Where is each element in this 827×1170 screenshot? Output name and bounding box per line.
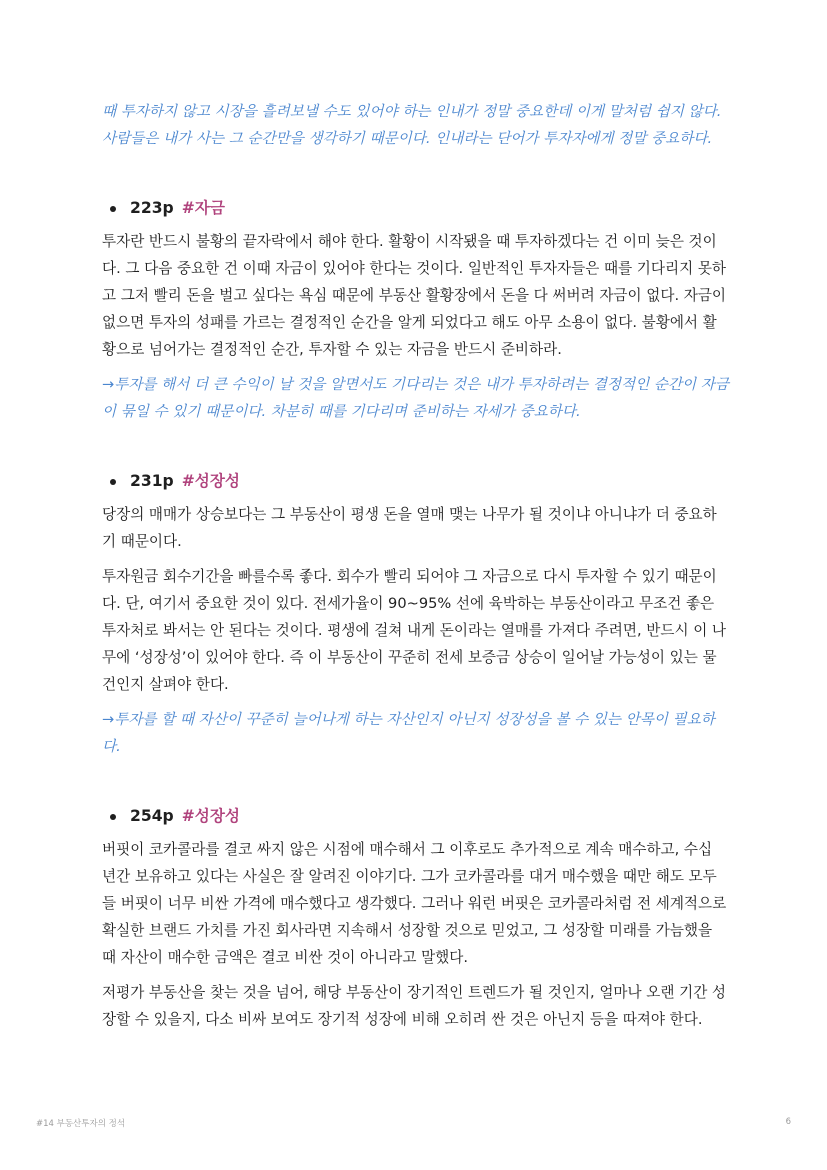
section-heading	[102, 467, 730, 495]
bullet-icon	[110, 206, 116, 212]
page-ref: 223p	[130, 199, 174, 217]
page-ref: 231p	[130, 472, 174, 490]
paragraph: 저평가 부동산을 찾는 것을 넘어, 해당 부동산이 장기적인 트렌드가 될 것인지, 얼마나 오랜 기간 성장할 수 있을지, 다소 비싸 보여도 장기적 성장에 비해 오히려 싼 것은 아닌지 등을 따져야 한다.	[102, 984, 727, 1028]
section-231p	[102, 467, 730, 760]
comment-note: →투자를 할 때 자산이 꾸준히 늘어나게 하는 자산인지 아닌지 성장성을 볼 수 있는 안목이 필요하다.	[102, 711, 715, 755]
section-223p	[102, 194, 730, 425]
hashtag: #성장성	[181, 472, 240, 490]
hashtag: #자금	[181, 199, 225, 217]
section-heading	[102, 802, 730, 830]
comment-note: →투자를 해서 더 큰 수익이 날 것을 알면서도 기다리는 것은 내가 투자하려는 결정적인 순간이 자금이 묶일 수 있기 때문이다. 차분히 때를 기다리며 준비하는 자세가 중요하다.	[102, 376, 729, 420]
paragraph: 당장의 매매가 상승보다는 그 부동산이 평생 돈을 열매 맺는 나무가 될 것이냐 아니냐가 더 중요하기 때문이다.	[102, 506, 717, 550]
page-number: 6	[785, 1117, 791, 1127]
paragraph: 투자원금 회수기간을 빠를수록 좋다. 회수가 빨리 되어야 그 자금으로 다시 투자할 수 있기 때문이다. 단, 여기서 중요한 것이 있다. 전세가율이 90~95% 선에 육박하는 부동산이라고 무조건 좋은 투자처로 봐서는 안 된다는 것이다. 평생에 걸쳐 내게 돈이라는 열매를 가져다 주려면, 반드시 이 나무에 ‘성장성’이 있어야 한다. 즉 이 부동산이 꾸준히 전세 보증금 상승이 일어날 가능성이 있는 물건인지 살펴야 한다.	[102, 568, 727, 693]
paragraph: 버핏이 코카콜라를 결코 싸지 않은 시점에 매수해서 그 이후로도 추가적으로 계속 매수하고, 수십 년간 보유하고 있다는 사실은 잘 알려진 이야기다. 그가 코카콜라를 대거 매수했을 때만 해도 모두들 버핏이 너무 비싼 가격에 매수했다고 생각했다. 그러나 워런 버핏은 코카콜라처럼 전 세계적으로 확실한 브랜드 가치를 가진 회사라면 지속해서 성장할 것으로 믿었고, 그 성장할 미래를 가늠했을 때 자산이 매수한 금액은 결코 비싼 것이 아니라고 말했다.	[102, 841, 727, 966]
section-heading	[102, 194, 730, 222]
hashtag: #성장성	[181, 807, 240, 825]
footer-title: #14 부동산투자의 정석	[36, 1119, 126, 1129]
page-ref: 254p	[130, 807, 174, 825]
paragraph: 투자란 반드시 불황의 끝자락에서 해야 한다. 활황이 시작됐을 때 투자하겠다는 건 이미 늦은 것이다. 그 다음 중요한 건 이때 자금이 있어야 한다는 것이다. 일반적인 투자자들은 때를 기다리지 못하고 그저 빨리 돈을 벌고 싶다는 욕심 때문에 부동산 활황장에서 돈을 다 써버려 자금이 없다. 자금이 없으면 투자의 성패를 가르는 결정적인 순간을 알게 되었다고 해도 아무 소용이 없다. 불황에서 활황으로 넘어가는 결정적인 순간, 투자할 수 있는 자금을 반드시 준비하라.	[102, 233, 727, 358]
bullet-icon	[110, 814, 116, 820]
intro-note: 때 투자하지 않고 시장을 흘려보낼 수도 있어야 하는 인내가 정말 중요한데 이게 말처럼 쉽지 않다. 사람들은 내가 사는 그 순간만을 생각하기 때문이다. 인내라는 단어가 투자자에게 정말 중요하다.	[102, 103, 722, 147]
section-254p	[102, 802, 730, 1033]
bullet-icon	[110, 479, 116, 485]
page-content	[102, 98, 730, 1033]
